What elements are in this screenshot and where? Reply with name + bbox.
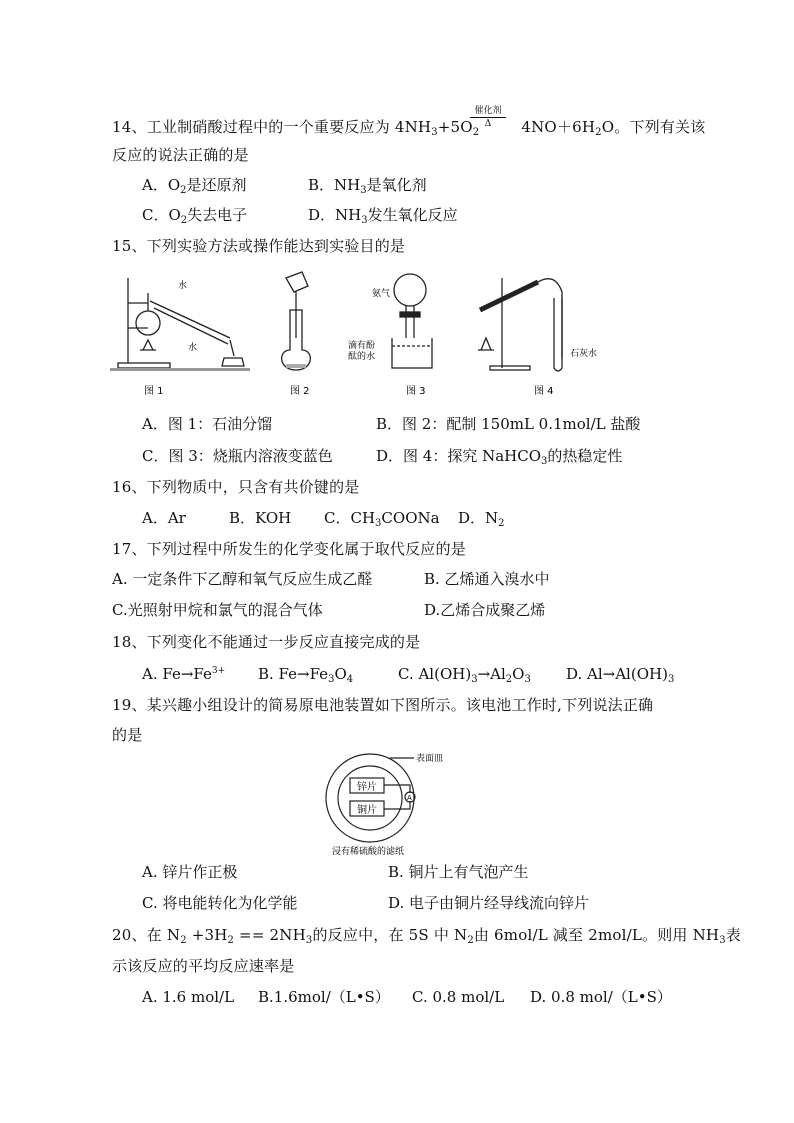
filter-paper — [338, 766, 402, 830]
heat-label: Δ — [484, 119, 492, 129]
q19-stem-line2: 的是 — [112, 726, 143, 744]
fig1-stand-base — [118, 363, 170, 368]
zinc-label: 锌片 — [357, 782, 377, 793]
q17-option-c[interactable]: C.光照射甲烷和氯气的混合气体 — [112, 601, 323, 619]
reaction-condition — [470, 106, 506, 129]
q14-option-d[interactable]: D．$NH_3$发生氧化反应 — [308, 206, 458, 226]
q19-stem: 19、某兴趣小组设计的简易原电池装置如下图所示。该电池工作时,下列说法正确 — [112, 696, 654, 714]
q18-option-d[interactable]: D. $Al\to Al(OH)_3$ — [566, 665, 675, 685]
fig1-water-label-top: 水 — [178, 281, 188, 291]
fig2-beaker — [286, 272, 308, 292]
q20-option-d[interactable]: D. 0.8 mol/（L•S） — [530, 988, 672, 1006]
q17-stem: 17、下列过程中所发生的化学变化属于取代反应的是 — [112, 540, 466, 558]
fig3-water-label-2: 酞的水 — [348, 352, 376, 362]
q19-option-d[interactable]: D. 电子由铜片经导线流向锌片 — [388, 894, 590, 912]
fig2-caption: 图 2 — [290, 386, 310, 397]
q18-option-a[interactable]: A. $Fe\to Fe^{3+}$ — [142, 665, 226, 683]
copper-label: 铜片 — [357, 805, 377, 816]
fig3-caption: 图 3 — [406, 386, 426, 397]
q14-option-a[interactable]: A．$O_2$是还原剂 — [142, 176, 247, 196]
fig4-limewater-tube — [554, 298, 562, 371]
q16-option-b[interactable]: B．KOH — [229, 509, 292, 527]
q16-option-d[interactable]: D．$N_2$ — [458, 509, 505, 529]
q17-option-d[interactable]: D.乙烯合成聚乙烯 — [424, 601, 546, 619]
q15-option-a[interactable]: A．图 1：石油分馏 — [142, 415, 273, 433]
fig1-water-label-bottom: 水 — [188, 343, 198, 353]
filter-paper-label: 浸有稀硫酸的滤纸 — [332, 847, 405, 857]
fig1-receiver — [222, 358, 244, 366]
fig4-caption: 图 4 — [534, 386, 554, 397]
watch-glass — [326, 754, 414, 842]
catalyst-label: 催化剂 — [474, 106, 502, 116]
q20-stem: 20、在 $N_2 +3H_2 == 2NH_3$的反应中，在 5S 中 $N_2$由 6mol/L 减至 2mol/L。则用 $NH_3$表 — [112, 926, 741, 946]
q15-stem: 15、下列实验方法或操作能达到实验目的是 — [112, 237, 406, 255]
q15-option-b[interactable]: B．图 2：配制 150mL 0.1mol/L 盐酸 — [376, 415, 641, 433]
q15-apparatus-figures — [110, 268, 670, 402]
q16-option-a[interactable]: A．Ar — [142, 509, 186, 527]
fig1-flask — [136, 311, 160, 335]
fig1-caption: 图 1 — [144, 386, 164, 397]
q18-option-b[interactable]: B. $Fe\to Fe_3O_4$ — [258, 665, 354, 685]
q15-option-c[interactable]: C．图 3：烧瓶内溶液变蓝色 — [142, 447, 333, 465]
q14-option-b[interactable]: B．$NH_3$是氧化剂 — [308, 176, 427, 196]
q17-option-b[interactable]: B. 乙烯通入溴水中 — [424, 570, 550, 588]
q19-option-a[interactable]: A. 锌片作正极 — [142, 863, 238, 881]
q15-option-d[interactable]: D．图 4：探究 NaHCO$_3$的热稳定性 — [376, 447, 623, 467]
q17-option-a[interactable]: A. 一定条件下乙醇和氧气反应生成乙醛 — [112, 570, 373, 588]
wire-bottom — [384, 801, 410, 809]
q19-battery-figure — [318, 748, 488, 858]
fig4-burner — [478, 338, 494, 350]
q19-option-b[interactable]: B. 铜片上有气泡产生 — [388, 863, 529, 881]
q16-stem: 16、下列物质中，只含有共价键的是 — [112, 478, 360, 496]
fig1-burner — [140, 340, 156, 350]
fig3-beaker — [392, 338, 432, 368]
fig3-round-flask — [394, 274, 426, 306]
q20-stem-line2: 示该反应的平均反应速率是 — [112, 957, 295, 975]
ammeter-label: A — [407, 794, 412, 802]
q18-stem: 18、下列变化不能通过一步反应直接完成的是 — [112, 633, 421, 651]
q20-option-b[interactable]: B.1.6mol/（L•S） — [258, 988, 390, 1006]
watch-glass-label: 表面皿 — [416, 754, 444, 764]
fig3-ammonia-label: 氨气 — [372, 289, 391, 299]
fig4-limewater-label: 石灰水 — [570, 349, 598, 359]
fig1-condenser — [150, 301, 230, 338]
q14-stem-line2: 反应的说法正确的是 — [112, 146, 249, 164]
q14-stem: 14、工业制硝酸过程中的一个重要反应为 $4NH_3+5O_2$ $4NO+6H_2O$。下列有关该 — [112, 118, 706, 138]
q19-option-c[interactable]: C. 将电能转化为化学能 — [142, 894, 298, 912]
fig3-water-label-1: 滴有酚 — [348, 341, 376, 351]
q16-option-c[interactable]: C．$CH_3COONa$ — [324, 509, 440, 529]
wire-top — [384, 785, 410, 793]
q20-option-c[interactable]: C. 0.8 mol/L — [412, 988, 505, 1006]
fig4-test-tube — [480, 282, 538, 310]
q14-option-c[interactable]: C．$O_2$失去电子 — [142, 206, 248, 226]
q20-option-a[interactable]: A. 1.6 mol/L — [142, 988, 235, 1006]
q18-option-c[interactable]: C. $Al(OH)_3\to Al_2O_3$ — [398, 665, 531, 685]
